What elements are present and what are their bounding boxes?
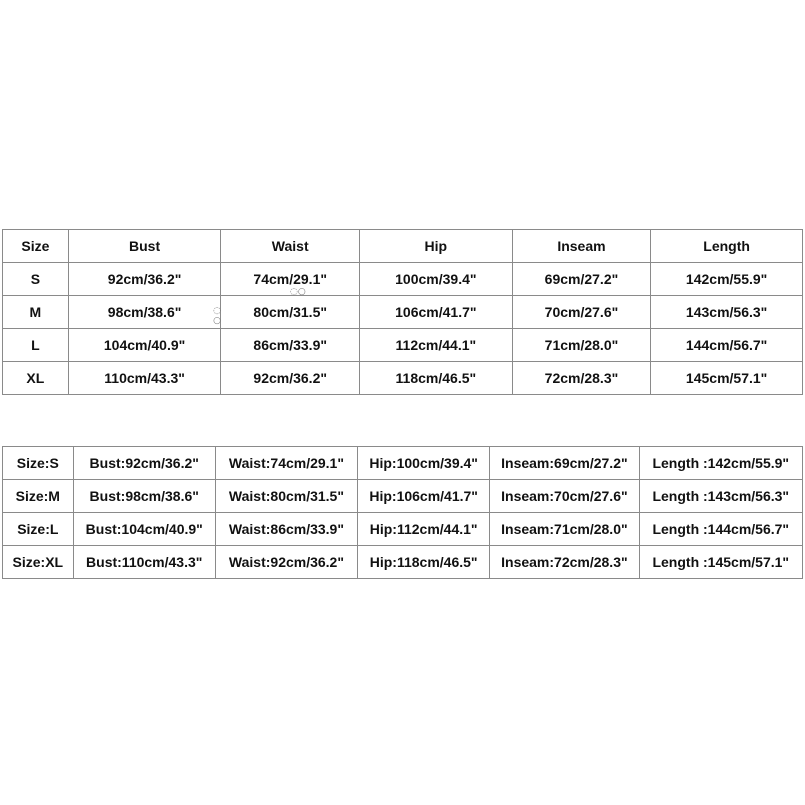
- table-cell: Waist:80cm/31.5": [215, 480, 357, 513]
- table-cell: Hip:112cm/44.1": [358, 513, 490, 546]
- column-header: Hip: [359, 230, 512, 263]
- table-cell: 92cm/36.2": [221, 362, 360, 395]
- table-cell: Length :142cm/55.9": [639, 447, 802, 480]
- table-cell: 118cm/46.5": [359, 362, 512, 395]
- table-cell: S: [3, 263, 69, 296]
- table-cell: Bust:92cm/36.2": [73, 447, 215, 480]
- table-cell: 80cm/31.5": [221, 296, 360, 329]
- size-chart-table: [2, 229, 803, 395]
- table-cell: 72cm/28.3": [512, 362, 651, 395]
- table-header-row: [3, 230, 803, 263]
- scan-artifact-mark: ◌○: [212, 306, 222, 326]
- table-cell: Size:XL: [3, 546, 74, 579]
- table-cell: Waist:74cm/29.1": [215, 447, 357, 480]
- table-row: [3, 362, 803, 395]
- table-cell: 74cm/29.1": [221, 263, 360, 296]
- table-cell: 112cm/44.1": [359, 329, 512, 362]
- table-cell: Hip:100cm/39.4": [358, 447, 490, 480]
- table-cell: 104cm/40.9": [68, 329, 221, 362]
- table-cell: Inseam:71cm/28.0": [490, 513, 639, 546]
- table-cell: 71cm/28.0": [512, 329, 651, 362]
- table-cell: 100cm/39.4": [359, 263, 512, 296]
- table-cell: 92cm/36.2": [68, 263, 221, 296]
- table-cell: 110cm/43.3": [68, 362, 221, 395]
- table-cell: 106cm/41.7": [359, 296, 512, 329]
- table-cell: 144cm/56.7": [651, 329, 803, 362]
- table-cell: Bust:98cm/38.6": [73, 480, 215, 513]
- table-cell: Bust:104cm/40.9": [73, 513, 215, 546]
- size-chart-labeled-table: [2, 446, 803, 579]
- table-cell: Length :144cm/56.7": [639, 513, 802, 546]
- column-header: Waist: [221, 230, 360, 263]
- table-cell: Inseam:69cm/27.2": [490, 447, 639, 480]
- table-cell: Size:M: [3, 480, 74, 513]
- table-cell: Hip:106cm/41.7": [358, 480, 490, 513]
- table-cell: 69cm/27.2": [512, 263, 651, 296]
- table-cell: Bust:110cm/43.3": [73, 546, 215, 579]
- table-cell: L: [3, 329, 69, 362]
- table-cell: Waist:92cm/36.2": [215, 546, 357, 579]
- table-cell: Hip:118cm/46.5": [358, 546, 490, 579]
- table-row: [3, 329, 803, 362]
- table-cell: 86cm/33.9": [221, 329, 360, 362]
- column-header: Size: [3, 230, 69, 263]
- table-cell: Inseam:72cm/28.3": [490, 546, 639, 579]
- column-header: Bust: [68, 230, 221, 263]
- table-cell: M: [3, 296, 69, 329]
- table-cell: Waist:86cm/33.9": [215, 513, 357, 546]
- table-cell: Size:L: [3, 513, 74, 546]
- scan-artifact-mark: ◌○: [290, 287, 306, 297]
- table-row: [3, 513, 803, 546]
- table-cell: 142cm/55.9": [651, 263, 803, 296]
- column-header: Inseam: [512, 230, 651, 263]
- table-cell: Length :143cm/56.3": [639, 480, 802, 513]
- table-cell: Inseam:70cm/27.6": [490, 480, 639, 513]
- table-cell: Size:S: [3, 447, 74, 480]
- table-cell: 98cm/38.6": [68, 296, 221, 329]
- table-cell: XL: [3, 362, 69, 395]
- table-row: [3, 296, 803, 329]
- column-header: Length: [651, 230, 803, 263]
- table-cell: 145cm/57.1": [651, 362, 803, 395]
- table-cell: 143cm/56.3": [651, 296, 803, 329]
- table-row: [3, 447, 803, 480]
- table-cell: 70cm/27.6": [512, 296, 651, 329]
- table-row: [3, 263, 803, 296]
- table-row: [3, 480, 803, 513]
- table-row: [3, 546, 803, 579]
- table-cell: Length :145cm/57.1": [639, 546, 802, 579]
